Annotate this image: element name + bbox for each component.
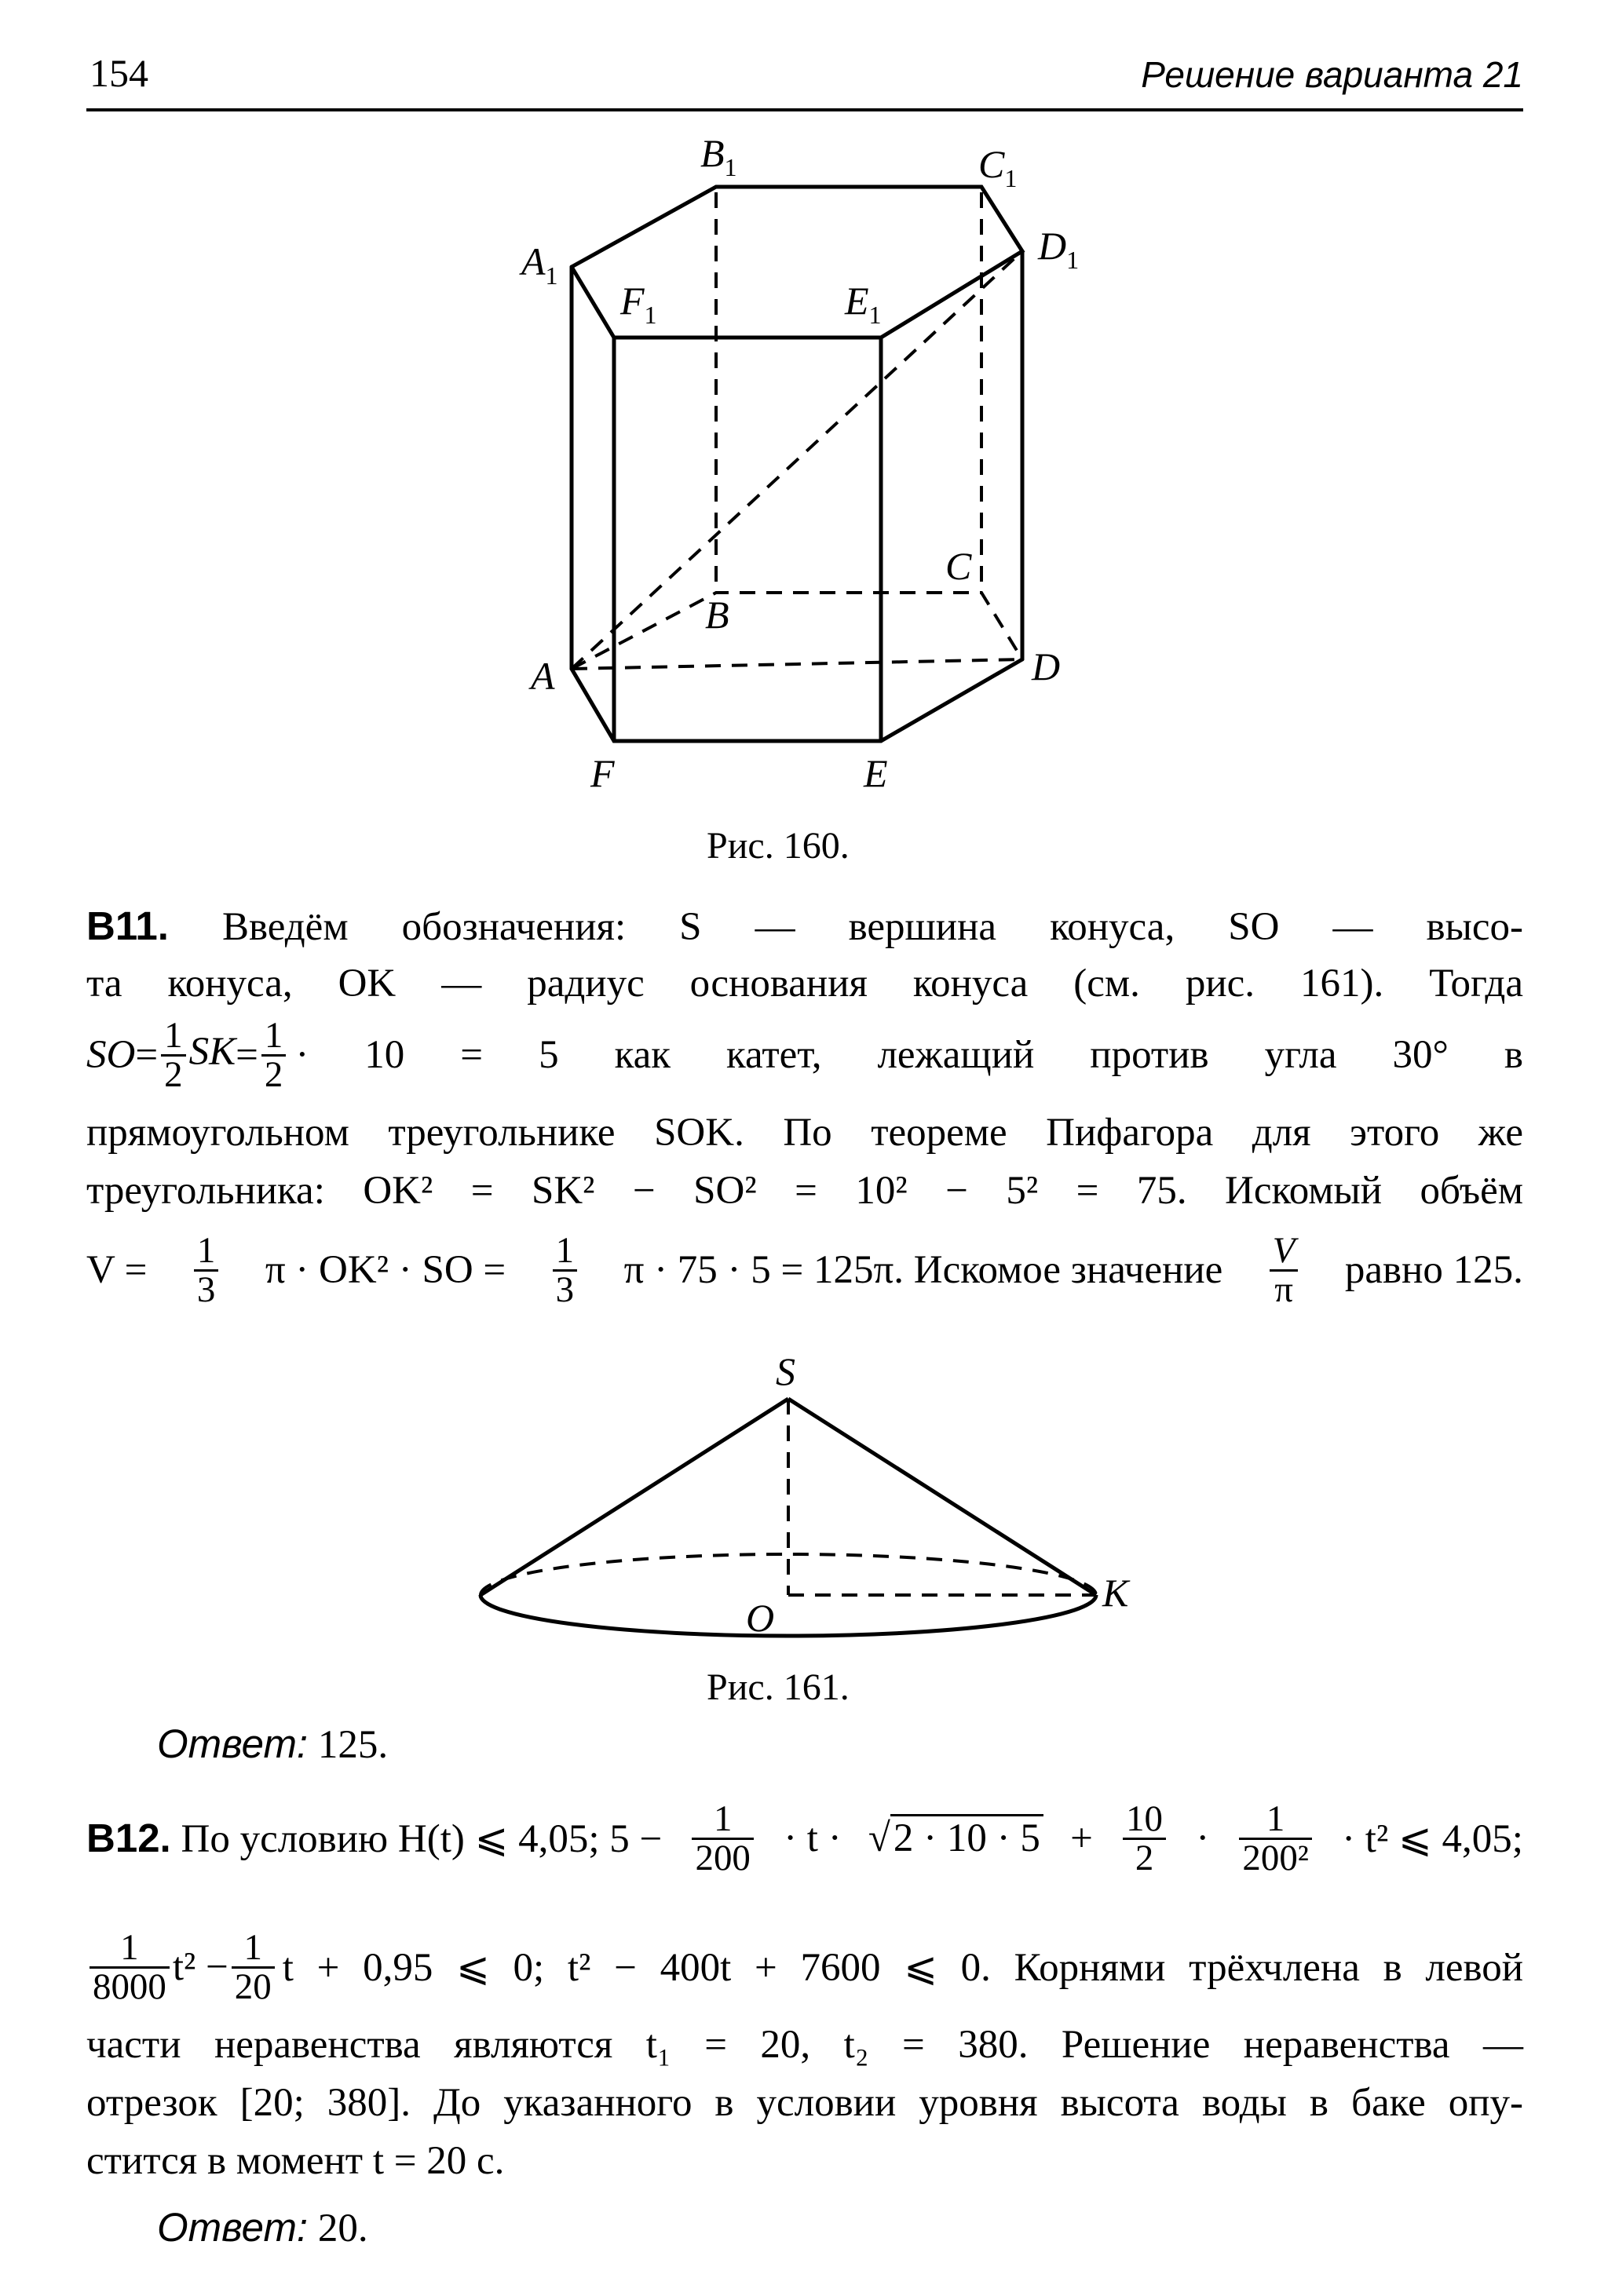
b11-answer-label: Ответ: [157, 1721, 309, 1766]
figure-161-caption: Рис. 161. [707, 1666, 850, 1708]
cone-generatrix-right [788, 1399, 1096, 1595]
b11-line-3-rest: · 10 = 5 как катет, лежащий против угла 30° в [295, 1033, 1523, 1078]
b12-frac-1-200sq: $\frac{1}{\text{200²}}$ [1239, 1801, 1311, 1877]
label-o: O [746, 1596, 775, 1640]
b12-line-4: отрезок [20; 380]. До указанного в условии уровня высота воды в баке опу- [86, 2081, 1523, 2125]
label-e: E [864, 751, 888, 795]
b12-t-factor: · t · [784, 1816, 842, 1861]
figure-160-caption: Рис. 160. [707, 825, 850, 867]
b11-answer [157, 1721, 628, 1768]
b12-line-1 [86, 1798, 1523, 1878]
label-b1: $B_1$ [700, 131, 737, 181]
b12-dot: · [1196, 1816, 1210, 1861]
b12-line-5: стится в момент t = 20 с. [86, 2139, 505, 2183]
b11-line-5: треугольника: OK² = SK² − SO² = 10² − 5² = 75. Искомый объём [86, 1169, 1523, 1213]
b11-half: $\frac{1}{2}$ [261, 1017, 286, 1093]
b12-answer [157, 2204, 628, 2251]
b12-frac-1-20: $\frac{1}{20}$ [232, 1929, 275, 2006]
b11-volume-value: π · 75 · 5 = 125π. Искомое значение [623, 1248, 1223, 1293]
label-e1: $E_1$ [845, 279, 882, 329]
b12-answer-label: Ответ: [157, 2205, 309, 2250]
b12-label: B12. [86, 1816, 171, 1861]
b12-answer-value: 20. [317, 2207, 368, 2250]
b11-eq-1: = [135, 1033, 159, 1078]
cone-base-front [481, 1595, 1096, 1636]
b12-line-3: части неравенства являются t₁ = 20, t₂ = 380. Решение неравенства — [86, 2023, 1523, 2067]
b11-line-2: та конуса, OK — радиус основания конуса (см. рис. 161). Тогда [86, 962, 1523, 1006]
label-f1: $F_1$ [620, 279, 657, 329]
label-a1: $A_1$ [521, 239, 558, 290]
page-number: 154 [90, 51, 148, 95]
b11-eq-2: = [236, 1033, 258, 1078]
label-d: D [1032, 644, 1061, 688]
b12-line-2-rest: t + 0,95 ⩽ 0; t² − 400t + 7600 ⩽ 0. Корнями трёхчлена в левой [282, 1945, 1523, 1990]
label-k: K [1102, 1571, 1129, 1615]
label-a: A [531, 654, 555, 698]
label-s: S [776, 1349, 795, 1393]
label-f: F [590, 751, 615, 795]
b12-frac-1-200: $\frac{1}{200}$ [692, 1801, 753, 1877]
b11-v-over-pi: $\frac{V}{\pi}$ [1270, 1232, 1299, 1309]
b12-sqrt: √2 · 10 · 5 [868, 1816, 1043, 1861]
b11-text-1: Введём обозначения: S — вершина конуса, SO — высо- [221, 905, 1523, 949]
b11-third-1: $\frac{1}{3}$ [194, 1232, 218, 1309]
label-d1: $D_1$ [1038, 224, 1080, 274]
b11-half-sk: $\frac{1}{2}$ SK [158, 1017, 236, 1093]
b11-line-4: прямоугольном треугольнике SOK. По теореме Пифагора для этого же [86, 1111, 1523, 1155]
b11-volume-expr: π · OK² · SO = [265, 1248, 506, 1293]
cone-generatrix-left [481, 1399, 788, 1595]
b12-t-squared: t² − [172, 1945, 228, 1990]
b11-v: V = [86, 1248, 148, 1293]
b11-label: B11. [86, 903, 169, 948]
b12-line-1-end: · t² ⩽ 4,05; [1342, 1816, 1523, 1861]
b11-third-2: $\frac{1}{3}$ [553, 1232, 577, 1309]
running-title: Решение варианта 21 [1141, 54, 1523, 95]
b11-answer-value: 125. [317, 1723, 389, 1767]
b11-so: SO [86, 1033, 136, 1078]
b12-line-1-start: B12. По условию H(t) ⩽ 4,05; 5 − [86, 1816, 663, 1862]
label-b: B [705, 593, 729, 637]
b12-frac-10-2: $\frac{10}{2}$ [1123, 1801, 1166, 1877]
label-c: C [945, 544, 972, 588]
b12-frac-1-8000: $\frac{1}{8000}$ [90, 1929, 170, 2006]
b11-result: равно 125. [1344, 1248, 1523, 1293]
label-c1: $C_1$ [978, 142, 1018, 192]
b12-plus: + [1070, 1816, 1093, 1861]
b12-line-2 [86, 1929, 1523, 2006]
